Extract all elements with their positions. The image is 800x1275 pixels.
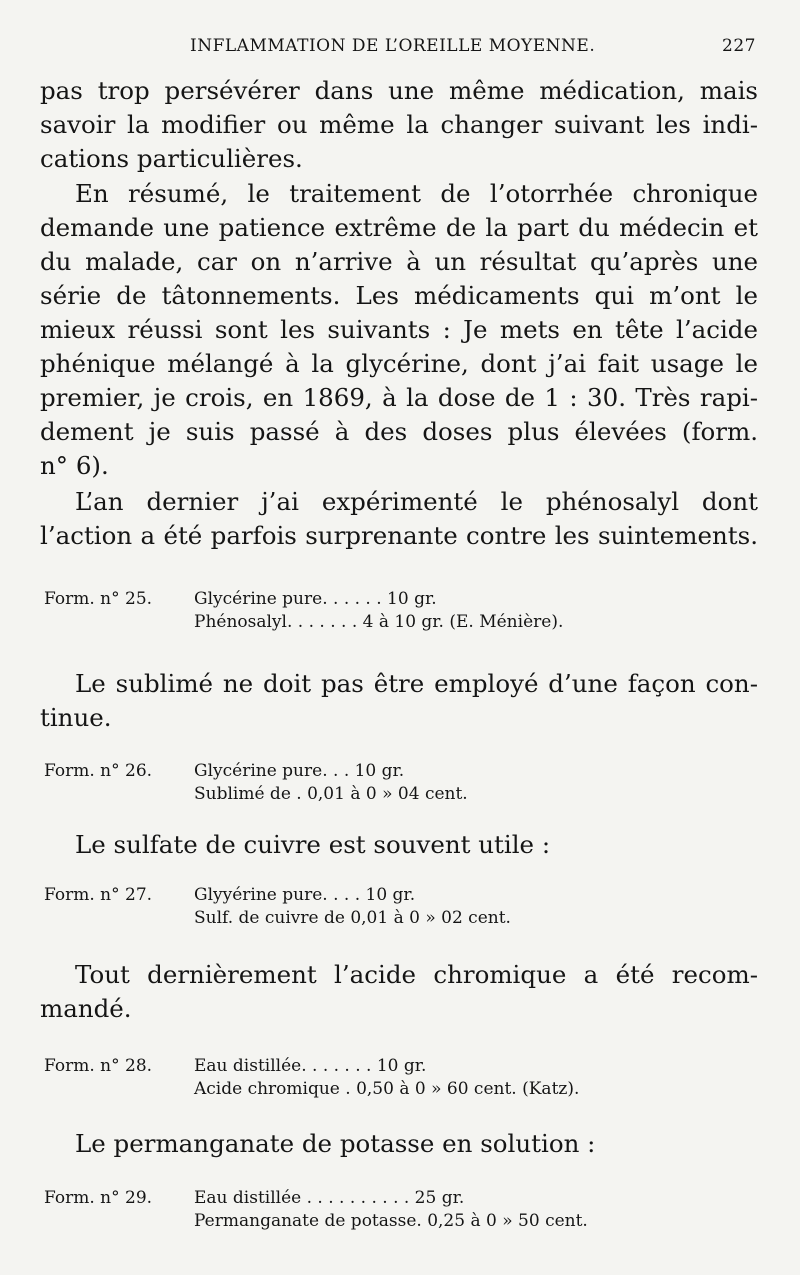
paragraph-chromique bbox=[40, 958, 758, 1026]
formula-27 bbox=[44, 884, 758, 930]
text-line: série de tâtonnements. Les médicaments qui m’ont le bbox=[40, 281, 758, 310]
text-line: tinue. bbox=[40, 703, 112, 732]
running-title: INFLAMMATION DE L’OREILLE MOYENNE. bbox=[190, 36, 596, 56]
formula-label: Form. n° 25. bbox=[44, 589, 153, 609]
page-number: 227 bbox=[722, 36, 756, 56]
paragraph-sublime bbox=[40, 667, 758, 735]
text-line: n° 6). bbox=[40, 451, 109, 480]
paragraph-summary bbox=[40, 177, 758, 483]
paragraph-permanganate bbox=[40, 1127, 758, 1161]
formula-line: Sublimé de . 0,01 à 0 » 04 cent. bbox=[194, 784, 468, 804]
text-line: cations particulières. bbox=[40, 144, 303, 173]
text-line: du malade, car on n’arrive à un résultat qu’après une bbox=[40, 247, 758, 276]
paragraph-sulfate bbox=[40, 828, 758, 862]
formula-label: Form. n° 28. bbox=[44, 1056, 153, 1076]
formula-line: Phénosalyl. . . . . . . 4 à 10 gr. (E. Ménière). bbox=[194, 612, 564, 632]
formula-label: Form. n° 27. bbox=[44, 885, 153, 905]
text-line: phénique mélangé à la glycérine, dont j’ai fait usage le bbox=[40, 349, 758, 378]
text-line: En résumé, le traitement de l’otorrhée chronique bbox=[75, 179, 758, 208]
formula-line: Glycérine pure. . . 10 gr. bbox=[194, 761, 405, 781]
text-line: savoir la modifier ou même la changer suivant les indi- bbox=[40, 110, 758, 139]
text-line: Tout dernièrement l’acide chromique a été recom- bbox=[75, 960, 758, 989]
text-line: pas trop persévérer dans une même médication, mais bbox=[40, 76, 758, 105]
running-header bbox=[40, 36, 758, 60]
text-line: Le sublimé ne doit pas être employé d’une façon con- bbox=[75, 669, 758, 698]
formula-28 bbox=[44, 1055, 758, 1101]
text-line: Le permanganate de potasse en solution : bbox=[75, 1129, 596, 1158]
text-line: mieux réussi sont les suivants : Je mets en tête l’acide bbox=[40, 315, 758, 344]
formula-line: Sulf. de cuivre de 0,01 à 0 » 02 cent. bbox=[194, 908, 511, 928]
formula-line: Glyyérine pure. . . . 10 gr. bbox=[194, 885, 416, 905]
text-line: dement je suis passé à des doses plus élevées (form. bbox=[40, 417, 758, 446]
text-line: mandé. bbox=[40, 994, 132, 1023]
text-line: L’an dernier j’ai expérimenté le phénosalyl dont bbox=[75, 487, 758, 516]
formula-29 bbox=[44, 1187, 758, 1233]
formula-label: Form. n° 26. bbox=[44, 761, 153, 781]
formula-line: Eau distillée . . . . . . . . . . 25 gr. bbox=[194, 1188, 465, 1208]
formula-label: Form. n° 29. bbox=[44, 1188, 153, 1208]
formula-line: Acide chromique . 0,50 à 0 » 60 cent. (Katz). bbox=[194, 1079, 580, 1099]
text-line: premier, je crois, en 1869, à la dose de 1 : 30. Très rapi- bbox=[40, 383, 758, 412]
paragraph-medication bbox=[40, 74, 758, 176]
formula-line: Eau distillée. . . . . . . 10 gr. bbox=[194, 1056, 427, 1076]
formula-line: Permanganate de potasse. 0,25 à 0 » 50 cent. bbox=[194, 1211, 588, 1231]
formula-line: Glycérine pure. . . . . . 10 gr. bbox=[194, 589, 437, 609]
formula-26 bbox=[44, 760, 758, 806]
text-line: demande une patience extrême de la part du médecin et bbox=[40, 213, 758, 242]
text-line: Le sulfate de cuivre est souvent utile : bbox=[75, 830, 551, 859]
paragraph-phenosalyl bbox=[40, 485, 758, 553]
text-line: l’action a été parfois surprenante contre les suintements. bbox=[40, 521, 758, 550]
formula-25 bbox=[44, 588, 758, 634]
